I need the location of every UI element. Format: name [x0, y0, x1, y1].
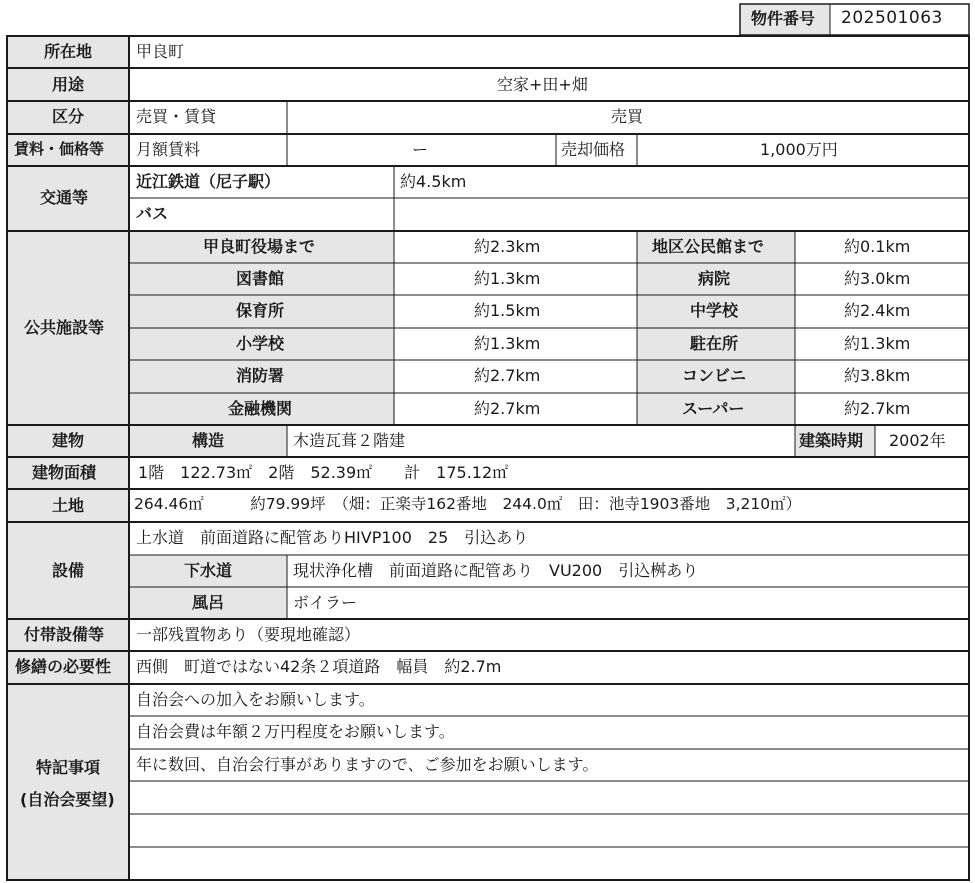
facility-name: 保育所 — [236, 301, 285, 320]
facility-name: 小学校 — [236, 334, 285, 353]
built-value: 2002年 — [889, 431, 946, 450]
attached-value: 一部残置物あり（要現地確認） — [136, 625, 361, 644]
attached-label: 付帯設備等 — [24, 625, 105, 644]
sale-label: 売却価格 — [561, 140, 626, 159]
property-number-label: 物件番号 — [751, 9, 816, 28]
rent-label: 月額賃料 — [136, 140, 201, 159]
facility-distance: 約2.7km — [474, 399, 541, 418]
floor-area-label: 建物面積 — [32, 463, 97, 482]
facility-distance: 約1.5km — [474, 301, 541, 320]
facility-distance: 約2.4km — [844, 301, 911, 320]
building-label: 建物 — [52, 431, 85, 450]
facility-distance: 約1.3km — [844, 334, 911, 353]
repairs-value: 西側 町道ではない42条２項道路 幅員 約2.7m — [136, 657, 502, 676]
structure-label: 構造 — [192, 431, 225, 450]
structure-value: 木造瓦葺２階建 — [293, 431, 406, 450]
land-value: 264.46㎡ 約79.99坪 （畑：正楽寺162番地 244.0㎡ 田：池寺1903番地 3,210㎡） — [134, 495, 802, 513]
facility-name: 図書館 — [236, 269, 285, 288]
usage-value: 空家+田+畑 — [497, 75, 588, 94]
facility-distance: 約0.1km — [844, 237, 911, 256]
transport-name: バス — [136, 204, 169, 223]
facility-distance: 約1.3km — [474, 334, 541, 353]
facility-name: 甲良町役場まで — [203, 237, 316, 256]
remarks-sublabel: (自治会要望) — [20, 790, 115, 809]
floor-area-value: 1階 122.73㎡ 2階 52.39㎡ 計 175.12㎡ — [138, 463, 509, 482]
facility-name: 金融機関 — [228, 399, 293, 418]
rent-value: ー — [412, 140, 429, 159]
facility-name: 消防署 — [236, 366, 285, 385]
sewer-label: 下水道 — [184, 561, 233, 580]
facility-name: 駐在所 — [690, 334, 739, 353]
facility-name: 中学校 — [690, 301, 739, 320]
facility-distance: 約2.7km — [844, 399, 911, 418]
location-label: 所在地 — [44, 42, 93, 61]
repairs-label: 修繕の必要性 — [15, 657, 112, 676]
remark-line: 年に数回、自治会行事がありますので、ご参加をお願いします。 — [136, 755, 599, 774]
built-label: 建築時期 — [799, 431, 864, 450]
facility-distance: 約1.3km — [474, 269, 541, 288]
location-value: 甲良町 — [136, 42, 185, 61]
facilities-label: 公共施設等 — [24, 318, 105, 337]
sale-value: 1,000万円 — [760, 140, 838, 159]
facility-distance: 約3.8km — [844, 366, 911, 385]
equipment-label: 設備 — [52, 561, 85, 580]
land-label: 土地 — [52, 496, 85, 515]
remarks-label: 特記事項 — [36, 758, 101, 777]
facility-distance: 約2.7km — [474, 366, 541, 385]
facility-name: スーパー — [682, 399, 745, 418]
bath-value: ボイラー — [293, 593, 358, 612]
price-label: 賃料・価格等 — [14, 140, 105, 158]
facility-distance: 約3.0km — [844, 269, 911, 288]
category-label: 区分 — [52, 107, 85, 126]
remark-line: 自治会への加入をお願いします。 — [136, 690, 375, 709]
sewer-value: 現状浄化槽 前面道路に配管あり VU200 引込桝あり — [293, 561, 699, 580]
water-value: 上水道 前面道路に配管ありHIVP100 25 引込あり — [136, 528, 529, 547]
property-number-value: 202501063 — [841, 8, 943, 28]
usage-label: 用途 — [52, 75, 85, 94]
remark-line: 自治会費は年額２万円程度をお願いします。 — [136, 722, 455, 741]
facility-distance: 約2.3km — [474, 237, 541, 256]
facility-name: コンビニ — [682, 366, 747, 385]
facility-name: 地区公民館まで — [652, 237, 765, 256]
transport-label: 交通等 — [40, 188, 89, 207]
bath-label: 風呂 — [192, 593, 225, 612]
category-value: 売買 — [611, 107, 644, 126]
transport-name: 近江鉄道（尼子駅） — [136, 172, 281, 191]
transport-distance: 約4.5km — [400, 172, 467, 191]
facility-name: 病院 — [698, 269, 731, 288]
category-option: 売買・賃貸 — [136, 107, 217, 126]
